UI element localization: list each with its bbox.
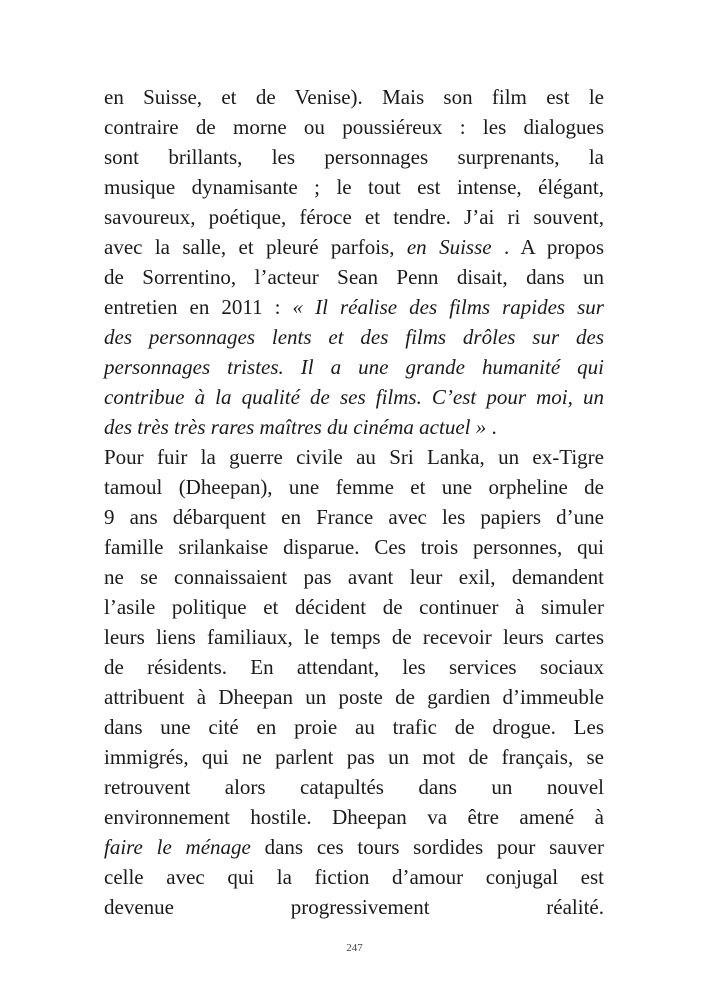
page-number: 247 (346, 942, 363, 954)
text-line (104, 262, 604, 292)
text-line (104, 862, 604, 892)
text-line (104, 472, 604, 502)
text-segment: savoureux, poétique, féroce et tendre. J’ai ri souvent, (104, 205, 604, 229)
text-line (104, 412, 604, 442)
text-line (104, 172, 604, 202)
text-segment: celle avec qui la fiction d’amour conjugal est (104, 865, 604, 889)
text-line (104, 592, 604, 622)
text-segment: ne se connaissaient pas avant leur exil, demandent (104, 565, 604, 589)
text-segment: retrouvent alors catapultés dans un nouvel (104, 775, 604, 799)
text-segment: musique dynamisante ; le tout est intense, élégant, (104, 175, 604, 199)
text-segment: leurs liens familiaux, le temps de recevoir leurs cartes (104, 625, 604, 649)
text-segment: . (486, 415, 497, 439)
text-line (104, 832, 604, 862)
text-segment: Pour fuir la guerre civile au Sri Lanka, un ex-Tigre (104, 445, 604, 469)
text-line (104, 142, 604, 172)
text-segment: 9 ans débarquent en France avec les papiers d’une (104, 505, 604, 529)
italic-text-segment: des très très rares maîtres du cinéma actuel » (104, 415, 487, 439)
italic-text-segment: en Suisse (406, 235, 492, 259)
text-line (104, 802, 604, 832)
text-segment: avec la salle, et pleuré parfois, (104, 235, 407, 259)
text-segment: contraire de morne ou poussiéreux : les dialogues (104, 115, 604, 139)
text-line (104, 442, 604, 472)
text-segment: de résidents. En attendant, les services sociaux (104, 655, 604, 679)
text-line (104, 82, 604, 112)
text-line (104, 712, 604, 742)
text-segment: dans une cité en proie au trafic de drogue. Les (104, 715, 604, 739)
text-line (104, 742, 604, 772)
text-segment: entretien en 2011 : (104, 295, 293, 319)
text-segment: sont brillants, les personnages surprenants, la (104, 145, 604, 169)
text-line (104, 892, 604, 922)
text-line (104, 682, 604, 712)
text-segment: famille srilankaise disparue. Ces trois personnes, qui (104, 535, 604, 559)
text-segment: tamoul (Dheepan), une femme et une orpheline de (104, 475, 604, 499)
text-line (104, 532, 604, 562)
text-segment: l’asile politique et décident de continuer à simuler (104, 595, 604, 619)
text-segment: de Sorrentino, l’acteur Sean Penn disait, dans un (104, 265, 604, 289)
text-line (104, 352, 604, 382)
text-segment: en Suisse, et de Venise). Mais son film est le (104, 85, 604, 109)
text-line (104, 292, 604, 322)
text-line (104, 652, 604, 682)
text-segment: devenue progressivement réalité. (104, 895, 604, 919)
text-line (104, 562, 604, 592)
text-line (104, 322, 604, 352)
italic-text-segment: faire le ménage (104, 835, 251, 859)
italic-text-segment: contribue à la qualité de ses films. C’est pour moi, un (104, 385, 604, 409)
text-segment: dans ces tours sordides pour sauver (250, 835, 604, 859)
italic-text-segment: personnages tristes. Il a une grande humanité qui (104, 355, 604, 379)
text-line (104, 232, 604, 262)
text-line (104, 202, 604, 232)
text-line (104, 772, 604, 802)
body-text (104, 82, 604, 922)
text-segment: . A propos (491, 235, 604, 259)
italic-text-segment: « Il réalise des films rapides sur (292, 295, 604, 319)
text-line (104, 382, 604, 412)
text-line (104, 502, 604, 532)
text-segment: immigrés, qui ne parlent pas un mot de français, se (104, 745, 604, 769)
text-line (104, 112, 604, 142)
text-segment: environnement hostile. Dheepan va être amené à (104, 805, 604, 829)
text-segment: attribuent à Dheepan un poste de gardien d’immeuble (104, 685, 604, 709)
italic-text-segment: des personnages lents et des films drôles sur des (104, 325, 604, 349)
text-line (104, 622, 604, 652)
